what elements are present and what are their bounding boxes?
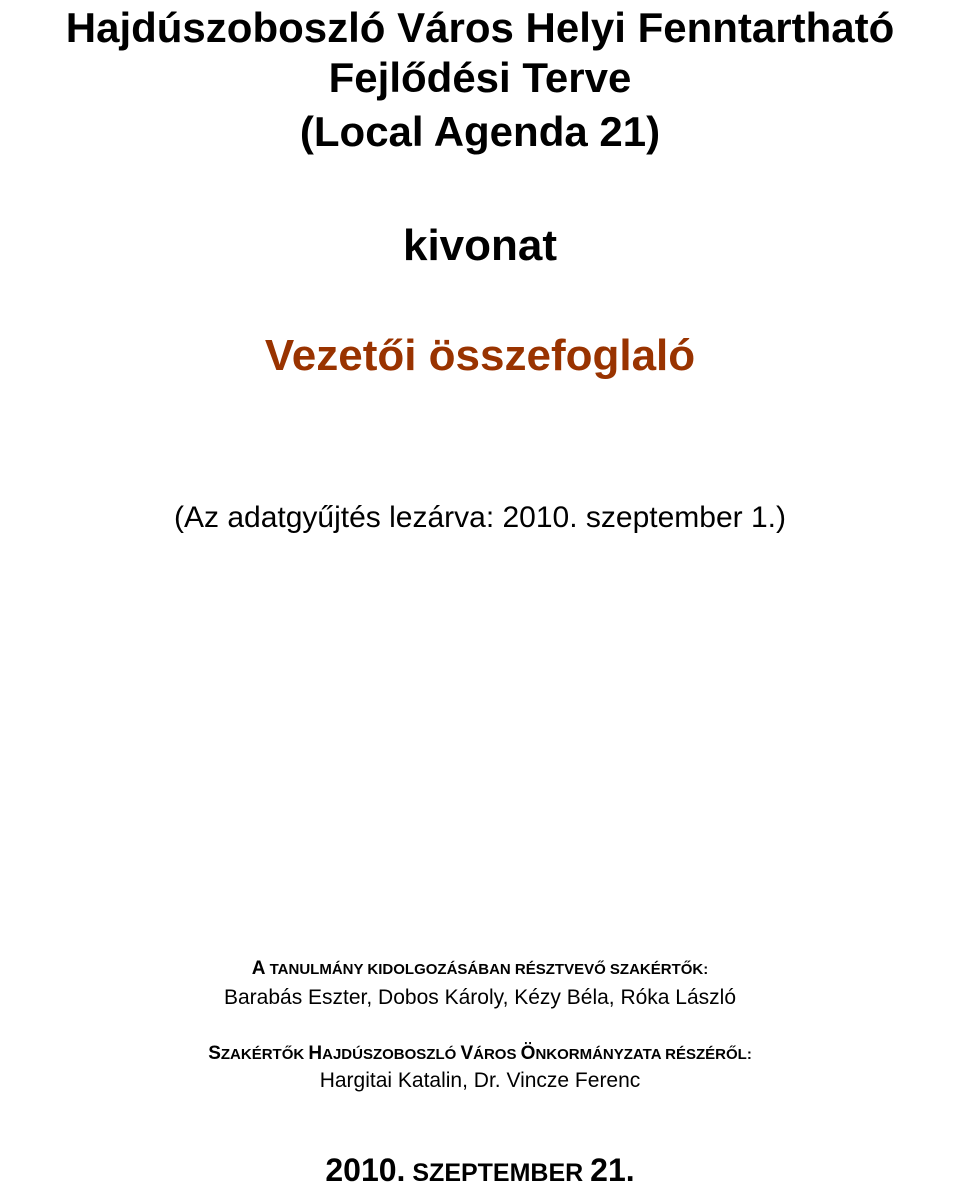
city-heading-initial-3: V	[460, 1043, 474, 1064]
date-day: 21.	[590, 1152, 635, 1188]
experts-heading-rest: TANULMÁNY KIDOLGOZÁSÁBAN RÉSZTVEVŐ SZAKÉRTŐK:	[265, 961, 709, 978]
document-title-line-3: (Local Agenda 21)	[299, 108, 661, 155]
experts-heading	[0, 958, 960, 981]
city-heading-initial-4: Ö	[520, 1043, 536, 1064]
document-title-line-1: Hajdúszoboszló Város Helyi Fenntartható	[65, 4, 895, 51]
experts-heading-initial: A	[251, 958, 266, 979]
experts-names: Barabás Eszter, Dobos Károly, Kézy Béla, Róka László	[223, 986, 737, 1009]
date-month: SZEPTEMBER	[405, 1159, 591, 1187]
city-heading-part-4: NKORMÁNYZATA RÉSZÉRŐL:	[535, 1046, 752, 1063]
city-heading-part-3: ÁROS	[473, 1046, 521, 1063]
data-closed-note: (Az adatgyűjtés lezárva: 2010. szeptember 1.)	[174, 501, 786, 534]
city-experts-names: Hargitai Katalin, Dr. Vincze Ferenc	[319, 1069, 641, 1092]
city-heading-part-2: AJDÚSZOBOSZLÓ	[322, 1046, 461, 1063]
city-experts-heading	[0, 1043, 960, 1066]
date-year: 2010.	[325, 1152, 406, 1188]
city-heading-part-1: ZAKÉRTŐK	[220, 1046, 309, 1063]
city-heading-initial-1: S	[208, 1043, 221, 1064]
city-heading-initial-2: H	[308, 1043, 323, 1064]
document-title-line-2: Fejlődési Terve	[328, 54, 632, 101]
section-heading: Vezetői összefoglaló	[264, 331, 696, 380]
document-date	[0, 1152, 960, 1195]
document-subtitle: kivonat	[402, 221, 558, 270]
